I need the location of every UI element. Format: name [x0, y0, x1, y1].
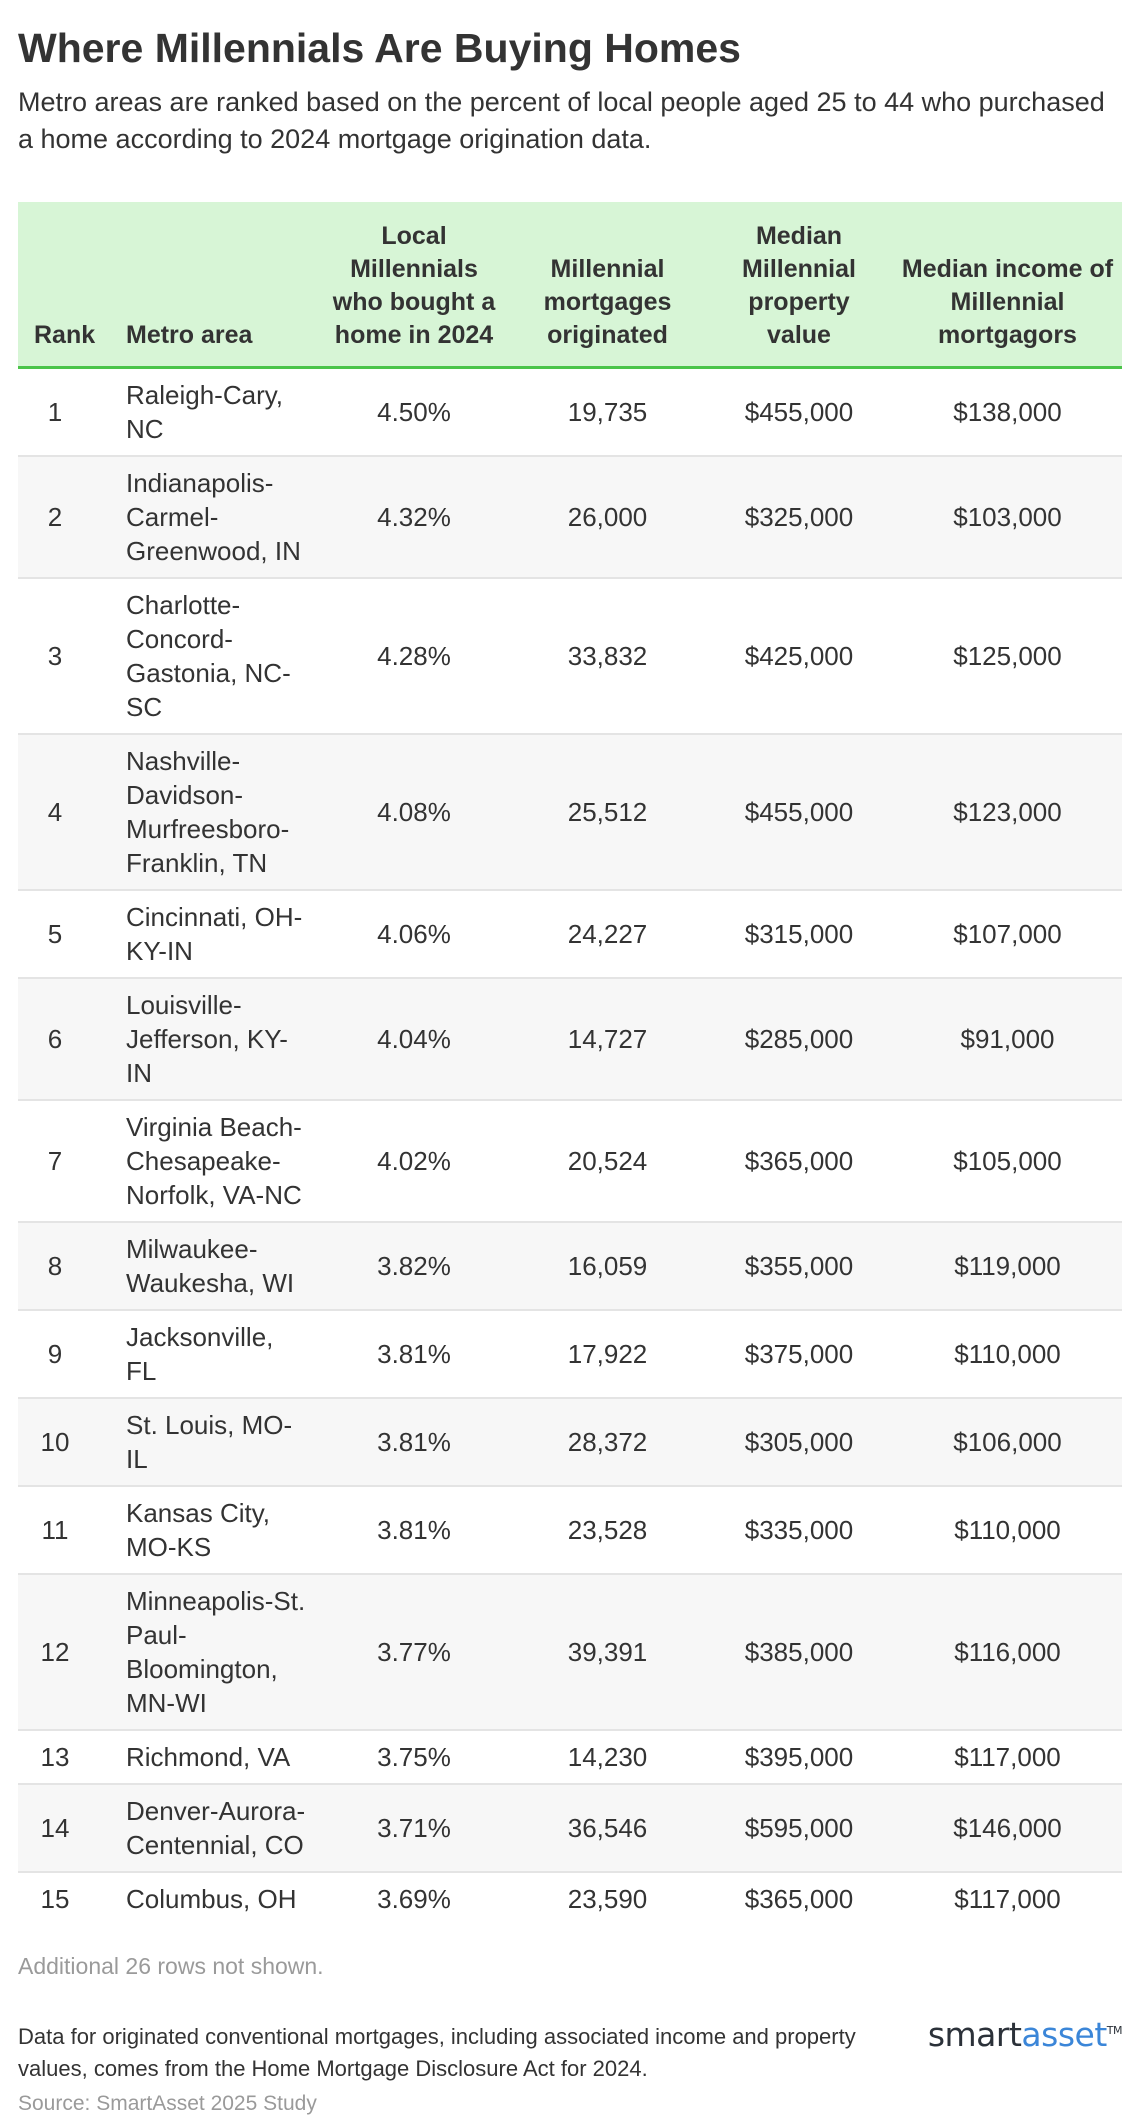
cell-rank: 4 [18, 734, 108, 890]
table-row [18, 1872, 1122, 1925]
cell-property: $595,000 [705, 1784, 893, 1872]
table-row [18, 1784, 1122, 1872]
cell-rank: 8 [18, 1222, 108, 1310]
cell-metro: Indianapolis-Carmel-Greenwood, IN [108, 456, 318, 578]
cell-mortgages: 28,372 [510, 1398, 705, 1486]
cell-rank: 5 [18, 890, 108, 978]
table-row [18, 1398, 1122, 1486]
table-row [18, 1222, 1122, 1310]
cell-metro: Charlotte-Concord-Gastonia, NC-SC [108, 578, 318, 734]
cell-property: $315,000 [705, 890, 893, 978]
cell-property: $385,000 [705, 1574, 893, 1730]
cell-metro: Minneapolis-St. Paul-Bloomington, MN-WI [108, 1574, 318, 1730]
footer-note: Data for originated conventional mortgages, including associated income and property values, comes from the Home Mortgage Disclosure Act for 2024. [18, 2024, 856, 2081]
table-row [18, 1310, 1122, 1398]
cell-income: $105,000 [893, 1100, 1122, 1222]
cell-property: $285,000 [705, 978, 893, 1100]
cell-property: $365,000 [705, 1100, 893, 1222]
table-row [18, 578, 1122, 734]
cell-metro: Jacksonville, FL [108, 1310, 318, 1398]
table-row [18, 1486, 1122, 1574]
cell-property: $455,000 [705, 368, 893, 457]
cell-income: $146,000 [893, 1784, 1122, 1872]
cell-metro: Richmond, VA [108, 1730, 318, 1784]
cell-rank: 10 [18, 1398, 108, 1486]
table-row [18, 1574, 1122, 1730]
table-row [18, 734, 1122, 890]
cell-mortgages: 25,512 [510, 734, 705, 890]
cell-property: $365,000 [744, 1884, 854, 1914]
page-title: Where Millennials Are Buying Homes [18, 25, 741, 71]
cell-rank: 6 [18, 978, 108, 1100]
cell-mortgages: 14,230 [510, 1730, 705, 1784]
column-header-mortgages: Millennial mortgages originated [510, 202, 705, 368]
table-body [18, 368, 1122, 1926]
logo-text-asset: asset [1021, 2015, 1107, 2054]
cell-property: $305,000 [705, 1398, 893, 1486]
cell-pct: 4.04% [318, 978, 510, 1100]
cell-income: $119,000 [893, 1222, 1122, 1310]
cell-rank: 1 [18, 368, 108, 457]
cell-metro: Cincinnati, OH-KY-IN [108, 890, 318, 978]
cell-pct: 3.75% [318, 1730, 510, 1784]
table-row [18, 368, 1122, 457]
cell-income: $123,000 [893, 734, 1122, 890]
cell-mortgages: 33,832 [510, 578, 705, 734]
cell-pct: 3.81% [318, 1310, 510, 1398]
chart-container [18, 0, 1122, 2119]
cell-property: $325,000 [705, 456, 893, 578]
cell-income: $110,000 [893, 1310, 1122, 1398]
cell-mortgages: 20,524 [510, 1100, 705, 1222]
column-header-metro: Metro area [108, 202, 318, 368]
cell-metro: Columbus, OH [126, 1884, 297, 1914]
trademark-mark: TM [1106, 2024, 1122, 2037]
cell-metro: St. Louis, MO-IL [108, 1398, 318, 1486]
page-subtitle: Metro areas are ranked based on the percent of local people aged 25 to 44 who purchased a home according to 2024 mortgage origination data. [18, 87, 1105, 154]
table-header [18, 202, 1122, 368]
cell-income: $116,000 [893, 1574, 1122, 1730]
cell-property: $395,000 [705, 1730, 893, 1784]
logo-text-smart: smart [927, 2015, 1022, 2054]
cell-pct: 4.08% [318, 734, 510, 890]
cell-rank: 9 [18, 1310, 108, 1398]
cell-metro: Louisville-Jefferson, KY-IN [108, 978, 318, 1100]
footer [18, 2015, 1122, 2119]
cell-pct: 3.77% [318, 1574, 510, 1730]
cell-mortgages: 36,546 [510, 1784, 705, 1872]
cell-mortgages: 24,227 [510, 890, 705, 978]
cell-rank: 14 [18, 1784, 108, 1872]
cell-pct: 4.02% [318, 1100, 510, 1222]
cell-mortgages: 16,059 [510, 1222, 705, 1310]
cell-rank: 13 [18, 1730, 108, 1784]
cell-property: $375,000 [705, 1310, 893, 1398]
cell-property: $425,000 [705, 578, 893, 734]
cell-rank: 15 [40, 1884, 70, 1914]
cell-income: $103,000 [893, 456, 1122, 578]
more-rows-note: Additional 26 rows not shown. [18, 1953, 324, 1979]
cell-pct: 4.28% [318, 578, 510, 734]
cell-income: $106,000 [893, 1398, 1122, 1486]
cell-metro: Raleigh-Cary, NC [108, 368, 318, 457]
cell-mortgages: 17,922 [510, 1310, 705, 1398]
table-row [18, 1100, 1122, 1222]
data-table [18, 202, 1122, 1925]
cell-pct: 3.81% [318, 1398, 510, 1486]
cell-pct: 3.82% [318, 1222, 510, 1310]
cell-property: $355,000 [705, 1222, 893, 1310]
cell-income: $117,000 [954, 1884, 1061, 1914]
cell-rank: 7 [18, 1100, 108, 1222]
cell-metro: Virginia Beach-Chesapeake-Norfolk, VA-NC [108, 1100, 318, 1222]
cell-pct: 3.71% [318, 1784, 510, 1872]
table-row [18, 456, 1122, 578]
smartasset-logo [928, 2015, 1122, 2055]
cell-mortgages: 23,590 [567, 1884, 648, 1914]
cell-income: $138,000 [893, 368, 1122, 457]
column-header-property: Median Millennial property value [705, 202, 893, 368]
cell-metro: Milwaukee-Waukesha, WI [108, 1222, 318, 1310]
column-header-pct: Local Millennials who bought a home in 2024 [318, 202, 510, 368]
cell-metro: Denver-Aurora-Centennial, CO [108, 1784, 318, 1872]
table-row [18, 890, 1122, 978]
cell-mortgages: 26,000 [510, 456, 705, 578]
cell-income: $91,000 [893, 978, 1122, 1100]
cell-rank: 2 [18, 456, 108, 578]
column-header-rank: Rank [18, 202, 108, 368]
cell-rank: 12 [18, 1574, 108, 1730]
cell-income: $117,000 [893, 1730, 1122, 1784]
cell-pct: 4.06% [318, 890, 510, 978]
cell-mortgages: 23,528 [510, 1486, 705, 1574]
cell-pct: 3.81% [318, 1486, 510, 1574]
cell-rank: 3 [18, 578, 108, 734]
cell-property: $335,000 [705, 1486, 893, 1574]
cell-income: $110,000 [893, 1486, 1122, 1574]
table-row [18, 978, 1122, 1100]
cell-metro: Nashville-Davidson-Murfreesboro-Franklin, TN [108, 734, 318, 890]
cell-income: $107,000 [893, 890, 1122, 978]
table-row [18, 1730, 1122, 1784]
cell-mortgages: 39,391 [510, 1574, 705, 1730]
cell-pct: 3.69% [377, 1884, 451, 1914]
cell-rank: 11 [18, 1486, 108, 1574]
cell-pct: 4.32% [318, 456, 510, 578]
column-header-income: Median income of Millennial mortgagors [893, 202, 1122, 368]
source-note: Source: SmartAsset 2025 Study [18, 2092, 317, 2115]
cell-mortgages: 19,735 [510, 368, 705, 457]
cell-pct: 4.50% [318, 368, 510, 457]
cell-mortgages: 14,727 [510, 978, 705, 1100]
cell-income: $125,000 [893, 578, 1122, 734]
cell-property: $455,000 [705, 734, 893, 890]
cell-metro: Kansas City, MO-KS [108, 1486, 318, 1574]
